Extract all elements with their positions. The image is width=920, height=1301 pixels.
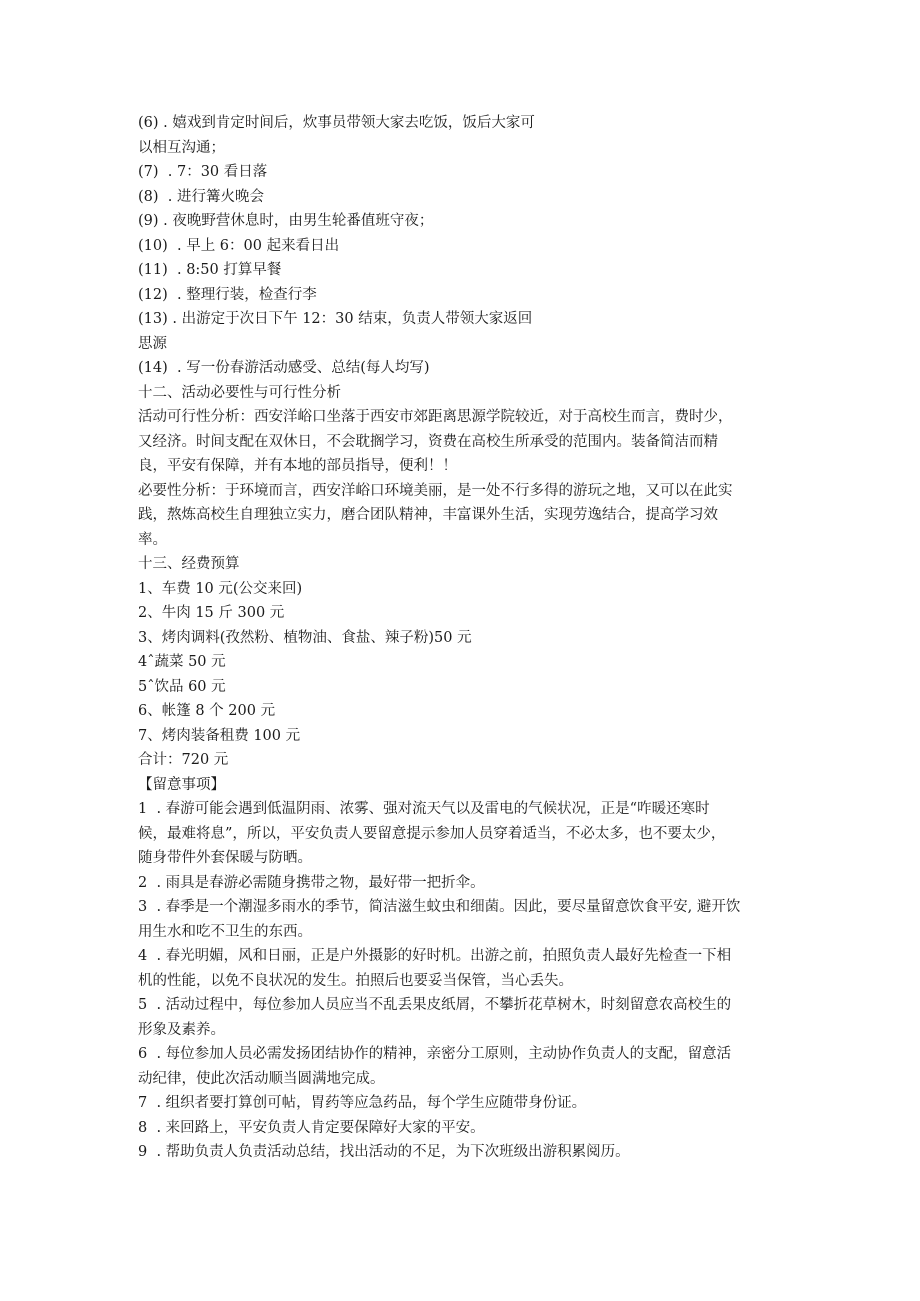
note-item-1-cont: 随身带件外套保暖与防晒。 [138, 850, 312, 866]
schedule-item-9: (9) . 夜晚野营休息时，由男生轮番值班守夜； [138, 213, 434, 229]
schedule-item-14: (14) . 写一份春游活动感受、总结(每人均写) [138, 360, 430, 376]
necessity-paragraph: 必要性分析：于环境而言，西安洋峪口环境美丽，是一处不行多得的游玩之地，又可以在此实 [138, 482, 733, 499]
budget-item: 7、烤肉装备租费 100 元 [138, 727, 301, 744]
note-item-7: 7 . 组织者要打算创可帖，胃药等应急药品，每个学生应随带身份证。 [138, 1095, 587, 1111]
schedule-item-12: (12) . 整理行装，检查行李 [138, 286, 317, 303]
schedule-item-7: (7) . 7：30 看日落 [138, 164, 268, 180]
schedule-item-13-cont: 思源 [138, 335, 167, 352]
budget-item: 2、牛肉 15 斤 300 元 [138, 605, 285, 621]
note-item-1: 1 . 春游可能会遇到低温阴雨、浓雾、强对流天气以及雷电的气候状况，正是“咋暖还寒时 [138, 801, 710, 817]
schedule-item-11: (11) . 8:50 打算早餐 [138, 262, 282, 278]
schedule-item-13: (13) . 出游定于次日下午 12：30 结束，负责人带领大家返回 [138, 311, 533, 327]
feasibility-paragraph: 又经济。时间支配在双休日，不会耽搁学习，资费在高校生所承受的范围内。装备简洁而精 [138, 433, 718, 450]
note-item-8: 8 . 来回路上，平安负责人肯定要保障好大家的平安。 [138, 1119, 485, 1136]
note-item-5-cont: 形象及素养。 [138, 1021, 225, 1038]
necessity-paragraph: 率。 [138, 531, 167, 548]
feasibility-paragraph: 活动可行性分析：西安洋峪口坐落于西安市郊距离思源学院较近，对于高校生而言，费时少， [138, 409, 733, 425]
note-item-6-cont: 动纪律，使此次活动顺当圆满地完成。 [138, 1070, 385, 1087]
section-heading-13: 十三、经费预算 [138, 556, 240, 572]
budget-item: 6、帐篷 8 个 200 元 [138, 703, 276, 719]
schedule-item-6-cont: 以相互沟通； [138, 139, 225, 156]
budget-total: 合计：720 元 [138, 752, 229, 768]
schedule-item-6: (6) . 嬉戏到肯定时间后，炊事员带领大家去吃饭，饭后大家可 [138, 115, 535, 131]
schedule-item-8: (8) . 进行篝火晚会 [138, 188, 264, 205]
budget-item: 4ˆ蔬菜 50 元 [138, 654, 226, 670]
note-item-5: 5 . 活动过程中，每位参加人员应当不乱丢果皮纸屑，不攀折花草树木，时刻留意农高校生的 [138, 997, 732, 1013]
note-item-4-cont: 机的性能，以免不良状况的发生。拍照后也要妥当保管，当心丢失。 [138, 972, 573, 989]
note-item-3-cont: 用生水和吃不卫生的东西。 [138, 923, 312, 940]
note-item-3: 3 . 春季是一个潮湿多雨水的季节，简洁滋生蚊虫和细菌。因此，要尽量留意饮食平安, 避开饮 [138, 899, 741, 915]
document-body [138, 111, 778, 1165]
budget-item: 1、车费 10 元(公交来回) [138, 580, 303, 597]
budget-item: 5ˆ饮品 60 元 [138, 678, 226, 695]
note-item-6: 6 . 每位参加人员必需发扬团结协作的精神，亲密分工原则，主动协作负责人的支配，留意活 [138, 1046, 732, 1062]
note-item-1-cont: 候，最难将息”，所以，平安负责人要留意提示参加人员穿着适当，不必太多，也不要太少， [138, 825, 726, 842]
section-heading-12: 十二、活动必要性与可行性分析 [138, 384, 341, 401]
feasibility-paragraph: 良，平安有保障，并有本地的部员指导，便利！！ [138, 458, 457, 474]
schedule-item-10: (10) . 早上 6：00 起来看日出 [138, 237, 340, 254]
budget-item: 3、烤肉调料(孜然粉、植物油、食盐、辣子粉)50 元 [138, 629, 472, 646]
note-item-2: 2 . 雨具是春游必需随身携带之物，最好带一把折伞。 [138, 874, 485, 891]
necessity-paragraph: 践，熬炼高校生自理独立实力，磨合团队精神，丰富课外生活，实现劳逸结合，提高学习效 [138, 507, 718, 523]
note-item-9: 9 . 帮助负责人负责活动总结，找出活动的不足，为下次班级出游积累阅历。 [138, 1144, 630, 1160]
note-item-4: 4 . 春光明媚，风和日丽，正是户外摄影的好时机。出游之前，拍照负责人最好先检查一下相 [138, 948, 732, 964]
notes-heading: 【留意事项】 [138, 776, 225, 793]
